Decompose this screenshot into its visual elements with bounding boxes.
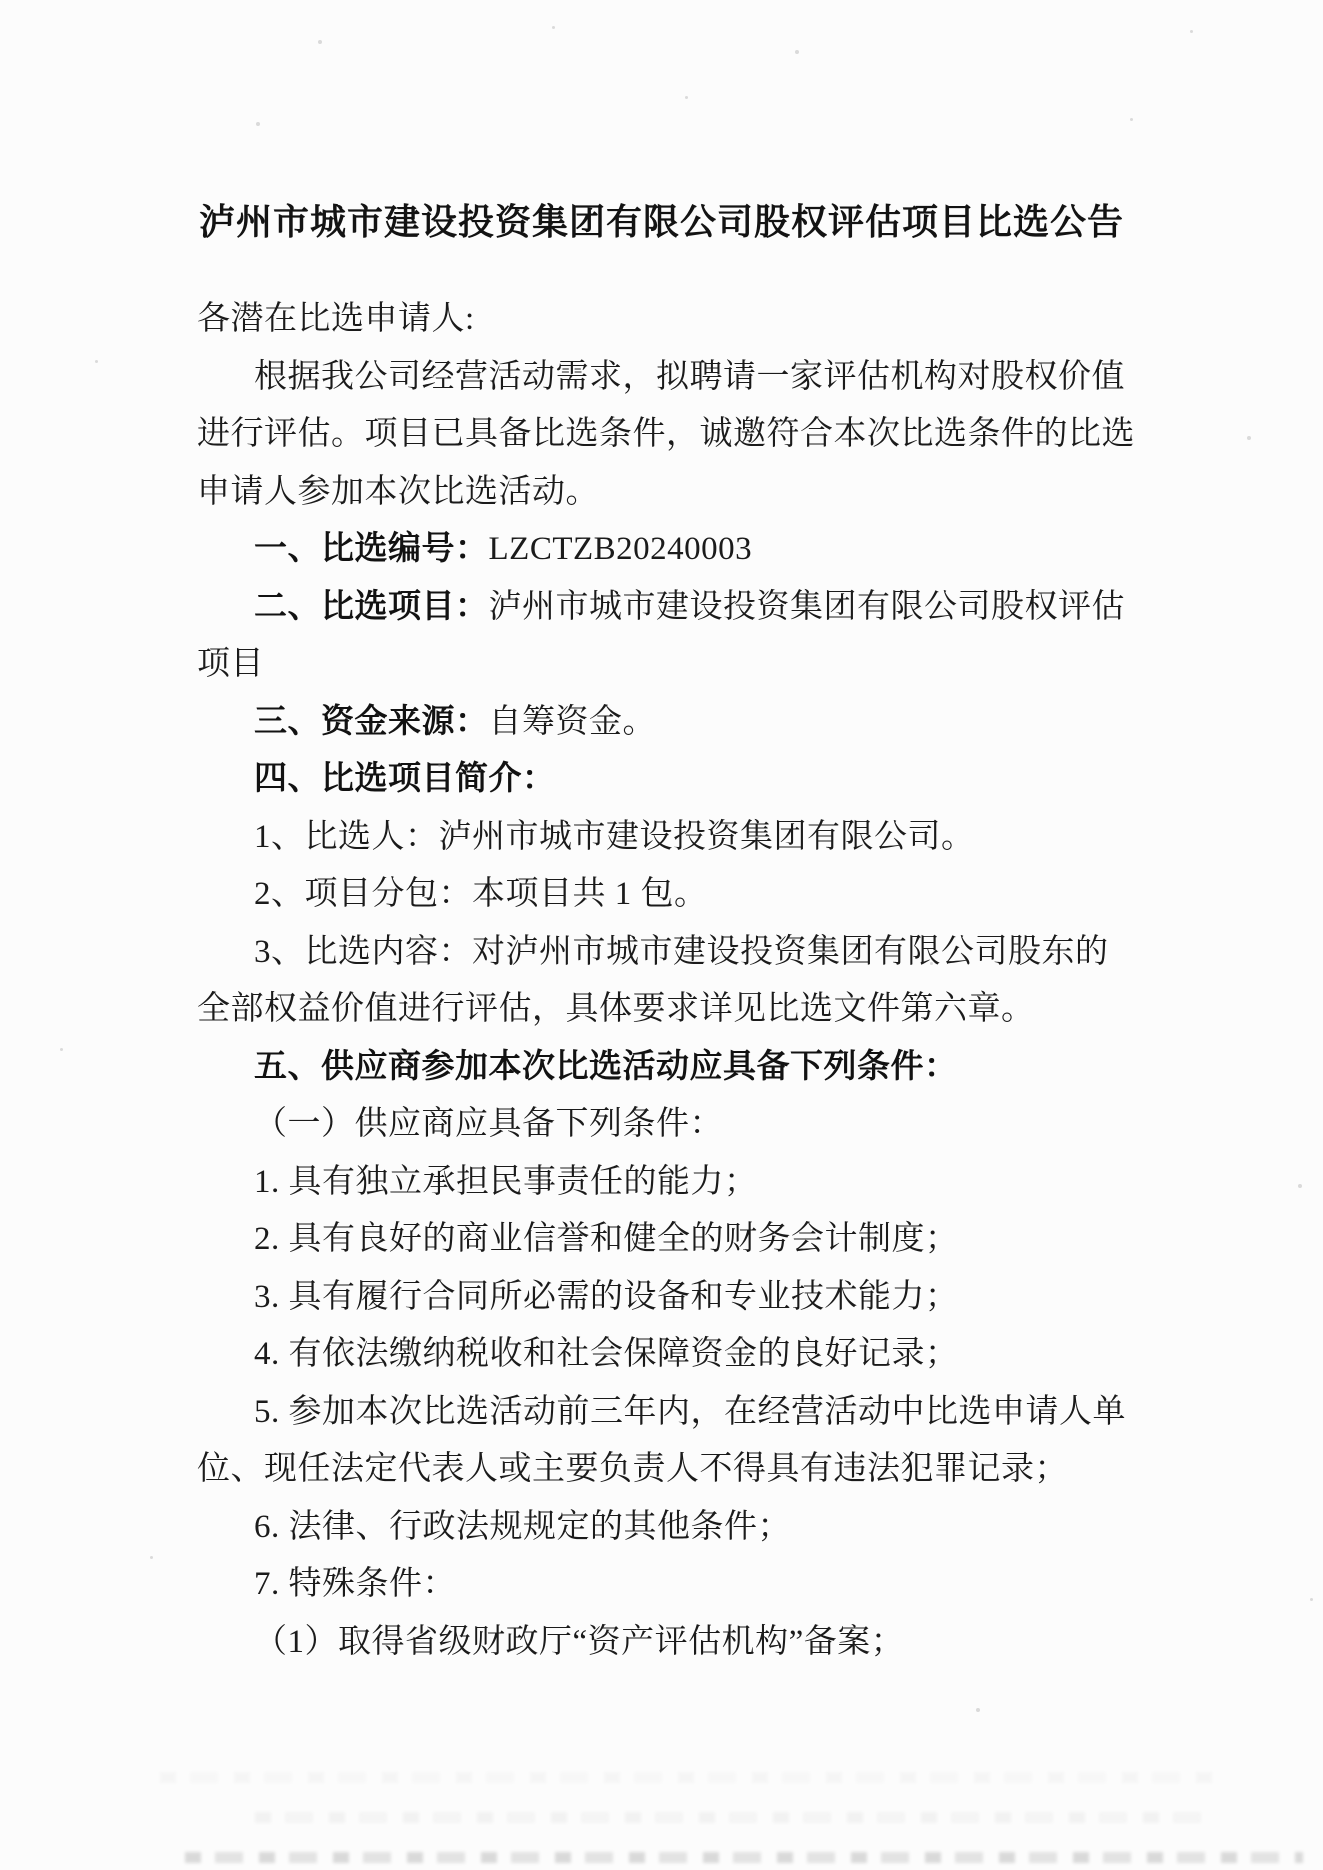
scan-artifact bbox=[150, 1556, 153, 1559]
text-segment: 4. 有依法缴纳税收和社会保障资金的良好记录； bbox=[254, 1336, 959, 1372]
document-line bbox=[197, 291, 1157, 349]
scan-artifact bbox=[930, 962, 933, 965]
text-segment: （一）供应商应具备下列条件： bbox=[254, 1106, 723, 1142]
text-segment: 7. 特殊条件： bbox=[254, 1566, 456, 1602]
document-line bbox=[197, 1326, 1157, 1384]
page-bleed-through bbox=[255, 1812, 1215, 1823]
heading-segment: 五、供应商参加本次比选活动应具备下列条件： bbox=[254, 1048, 958, 1085]
document-line bbox=[197, 1384, 1157, 1442]
document-line bbox=[197, 1039, 1157, 1097]
text-segment: 2、项目分包：本项目共 1 包。 bbox=[254, 876, 708, 912]
scan-artifact bbox=[318, 40, 322, 44]
heading-segment: 三、资金来源： bbox=[254, 703, 489, 740]
text-segment: 申请人参加本次比选活动。 bbox=[197, 473, 599, 510]
text-segment: 泸州市城市建设投资集团有限公司股权评估 bbox=[488, 588, 1125, 625]
text-segment: 进行评估。项目已具备比选条件，诚邀符合本次比选条件的比选 bbox=[197, 416, 1135, 452]
heading-segment: 四、比选项目简介： bbox=[254, 761, 556, 797]
document-line bbox=[197, 1269, 1157, 1327]
text-segment: 1. 具有独立承担民事责任的能力； bbox=[254, 1163, 758, 1200]
scan-artifact bbox=[1130, 118, 1133, 121]
page-bleed-through bbox=[160, 1772, 1220, 1783]
text-segment: 6. 法律、行政法规规定的其他条件； bbox=[254, 1508, 791, 1545]
document-line bbox=[197, 579, 1157, 637]
text-segment: 各潜在比选申请人: bbox=[197, 301, 475, 337]
scan-artifact bbox=[795, 50, 799, 54]
text-segment: LZCTZB20240003 bbox=[488, 531, 753, 567]
text-segment: 自筹资金。 bbox=[488, 703, 656, 740]
document-line bbox=[197, 924, 1157, 982]
document-line bbox=[197, 1441, 1157, 1499]
scan-artifact bbox=[1247, 436, 1251, 440]
heading-segment: 二、比选项目： bbox=[254, 588, 489, 625]
document-line bbox=[197, 406, 1157, 464]
text-segment: 项目 bbox=[197, 646, 264, 682]
document-line bbox=[197, 349, 1157, 407]
heading-segment: 一、比选编号： bbox=[254, 531, 489, 567]
document-line bbox=[197, 866, 1157, 924]
document-line bbox=[197, 751, 1157, 809]
text-segment: 位、现任法定代表人或主要负责人不得具有违法犯罪记录； bbox=[197, 1451, 1068, 1487]
document-line bbox=[197, 1096, 1157, 1154]
text-segment: 2. 具有良好的商业信誉和健全的财务会计制度； bbox=[254, 1221, 959, 1257]
scan-artifact bbox=[1190, 30, 1193, 33]
page-bleed-through bbox=[185, 1852, 1303, 1863]
text-segment: （1）取得省级财政厅“资产评估机构”备案； bbox=[254, 1623, 905, 1660]
document-line bbox=[197, 1614, 1157, 1672]
scan-artifact bbox=[552, 26, 555, 29]
document-line bbox=[197, 1154, 1157, 1212]
text-segment: 5. 参加本次比选活动前三年内，在经营活动中比选申请人单 bbox=[254, 1393, 1126, 1430]
document-line bbox=[197, 809, 1157, 867]
document-line bbox=[197, 636, 1157, 694]
scan-artifact bbox=[256, 122, 260, 126]
text-segment: 全部权益价值进行评估，具体要求详见比选文件第六章。 bbox=[197, 991, 1035, 1027]
scan-artifact bbox=[685, 96, 688, 99]
scan-artifact bbox=[438, 764, 441, 767]
scan-artifact bbox=[1310, 1598, 1313, 1601]
document-body bbox=[197, 291, 1157, 1671]
text-segment: 3. 具有履行合同所必需的设备和专业技术能力； bbox=[254, 1278, 959, 1315]
scan-artifact bbox=[60, 1048, 63, 1051]
document-line bbox=[197, 1211, 1157, 1269]
document-line bbox=[197, 521, 1157, 579]
text-segment: 根据我公司经营活动需求，拟聘请一家评估机构对股权价值 bbox=[254, 358, 1125, 395]
document-line bbox=[197, 981, 1157, 1039]
document-line bbox=[197, 1499, 1157, 1557]
text-segment: 3、比选内容：对泸州市城市建设投资集团有限公司股东的 bbox=[254, 933, 1109, 970]
document-title: 泸州市城市建设投资集团有限公司股权评估项目比选公告 bbox=[198, 202, 1124, 242]
document-line bbox=[197, 464, 1157, 522]
scan-artifact bbox=[976, 1708, 980, 1712]
document-line bbox=[197, 694, 1157, 752]
text-segment: 1、比选人：泸州市城市建设投资集团有限公司。 bbox=[254, 818, 975, 855]
scan-artifact bbox=[95, 360, 98, 363]
document-line bbox=[197, 1556, 1157, 1614]
scan-artifact bbox=[1298, 1184, 1302, 1188]
